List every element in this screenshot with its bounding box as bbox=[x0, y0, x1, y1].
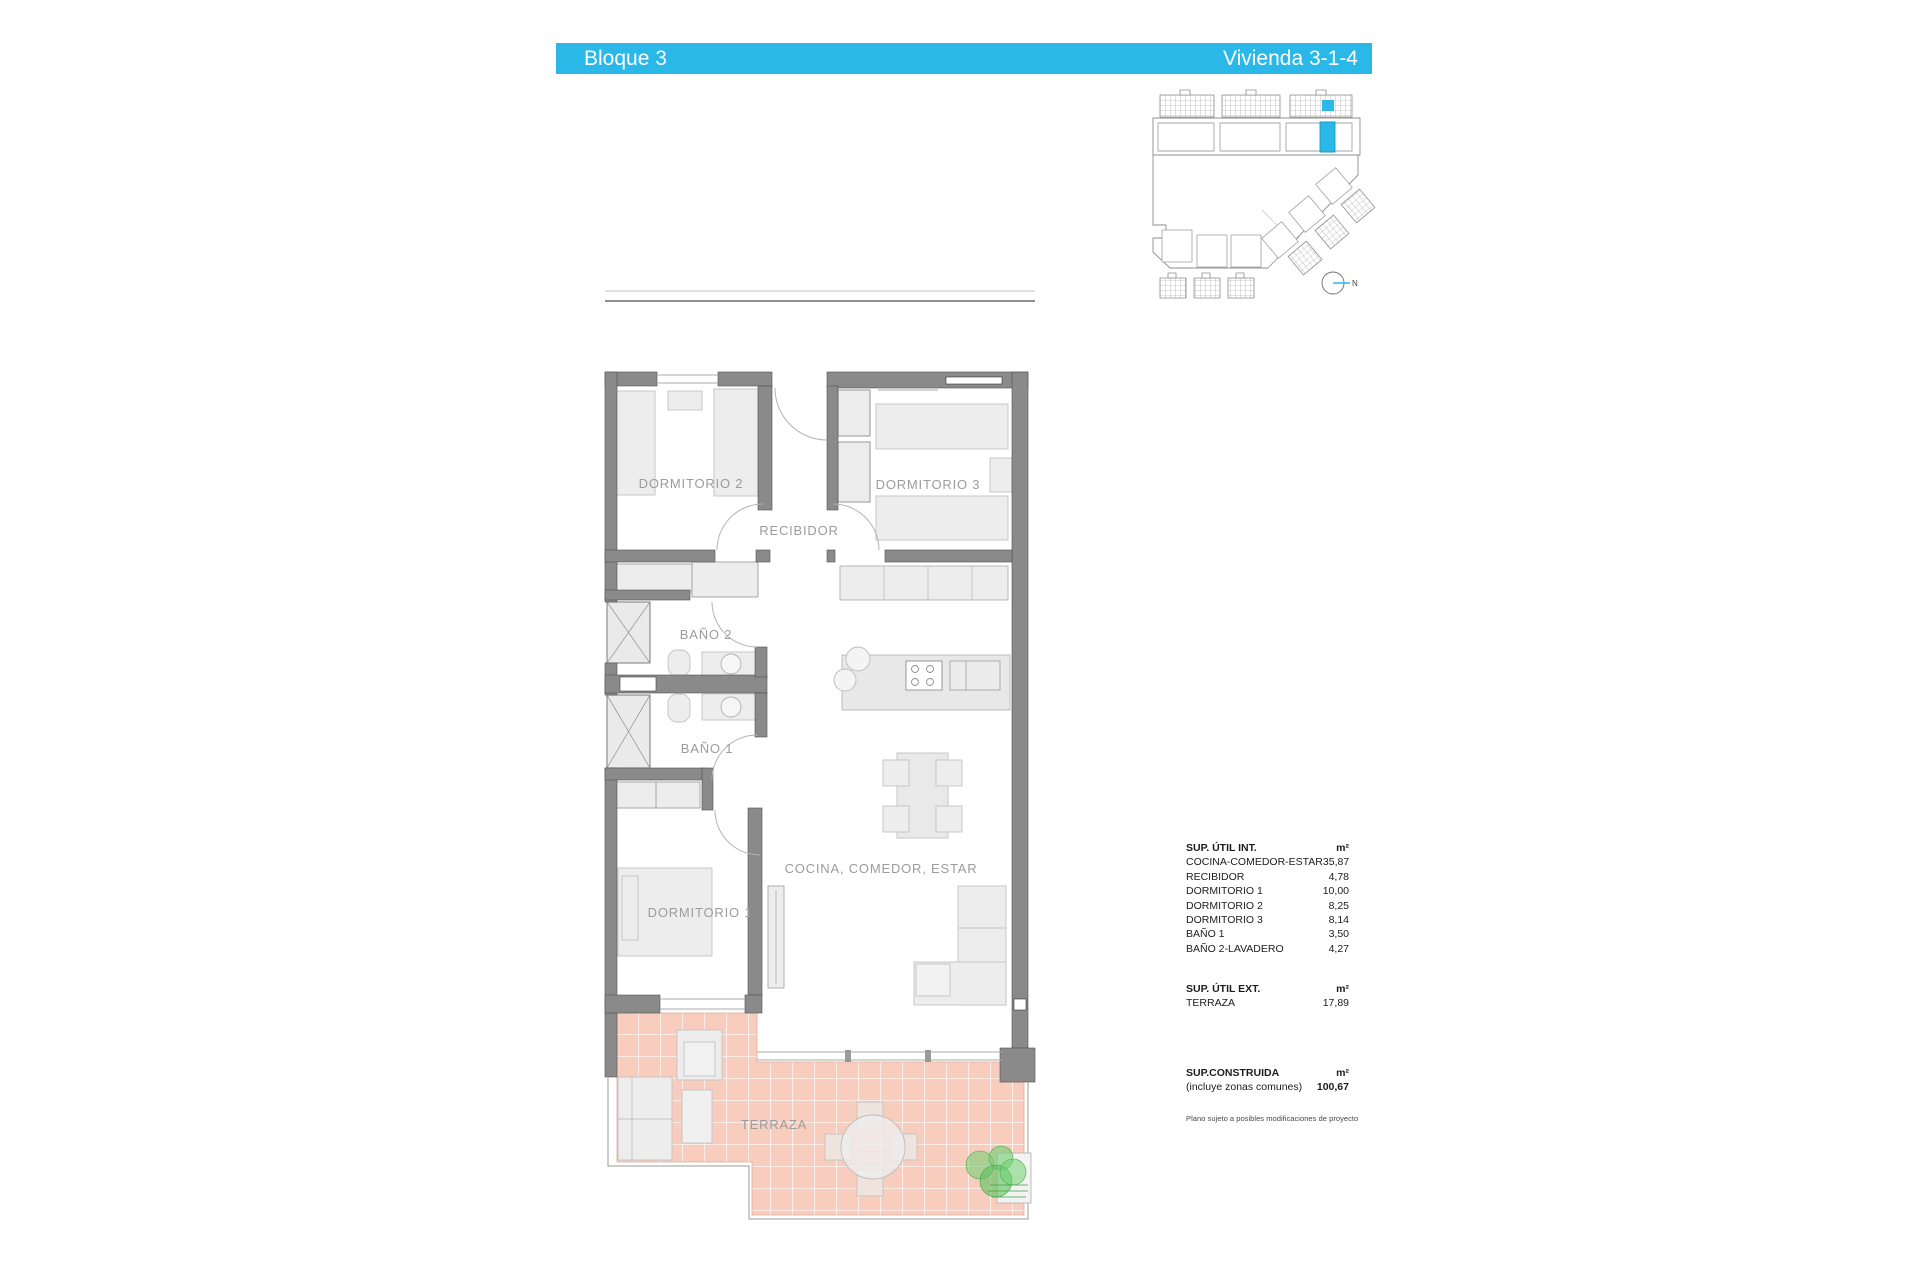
row-label: BAÑO 2-LAVADERO bbox=[1186, 942, 1284, 955]
table-row bbox=[1186, 913, 1349, 927]
room-label-terraza: TERRAZA bbox=[740, 1117, 808, 1132]
interior-title: SUP. ÚTIL INT. bbox=[1186, 842, 1257, 854]
divider-lines bbox=[605, 291, 1035, 301]
room-label-recibidor: RECIBIDOR bbox=[759, 523, 839, 538]
block-title: Bloque 3 bbox=[584, 46, 667, 70]
side-table bbox=[916, 964, 950, 996]
area-table-constructed bbox=[1186, 1066, 1349, 1095]
interior-unit: m² bbox=[1336, 842, 1349, 854]
highlight-unit-roof bbox=[1322, 100, 1334, 111]
row-label: DORMITORIO 3 bbox=[1186, 914, 1263, 927]
table-row bbox=[1186, 884, 1349, 898]
room-label-dormitorio-2: DORMITORIO 2 bbox=[638, 476, 744, 491]
sofa bbox=[914, 886, 1006, 1005]
pillow bbox=[622, 876, 638, 940]
sink bbox=[834, 669, 856, 691]
row-value: 17,89 bbox=[1322, 997, 1349, 1010]
table-row bbox=[1186, 870, 1349, 884]
row-value: 35,87 bbox=[1322, 856, 1350, 869]
wardrobe bbox=[838, 442, 870, 502]
dining-table bbox=[883, 753, 962, 838]
kitchen-cabinets bbox=[840, 566, 1008, 600]
table-row bbox=[1186, 855, 1349, 869]
kitchen-island bbox=[834, 647, 1010, 710]
row-value: 4,78 bbox=[1328, 870, 1349, 883]
toilet bbox=[668, 650, 690, 676]
row-label: DORMITORIO 1 bbox=[1186, 885, 1263, 898]
room-label-bano-2: BAÑO 2 bbox=[679, 627, 733, 642]
table-row bbox=[1186, 927, 1349, 941]
wardrobe bbox=[838, 390, 870, 436]
table-row bbox=[1186, 996, 1349, 1010]
constructed-unit: m² bbox=[1336, 1067, 1349, 1079]
area-table-interior bbox=[1186, 841, 1349, 956]
row-value: 3,50 bbox=[1328, 928, 1349, 941]
row-value: 10,00 bbox=[1322, 885, 1349, 898]
bottom-grid-strips bbox=[1160, 273, 1254, 298]
constructed-value: 100,67 bbox=[1316, 1081, 1349, 1094]
nightstand bbox=[990, 458, 1012, 492]
disclaimer-note: Plano sujeto a posibles modificaciones de proyecto bbox=[1186, 1114, 1359, 1123]
row-label: DORMITORIO 2 bbox=[1186, 899, 1263, 912]
block-band bbox=[1153, 118, 1360, 155]
shaft-window bbox=[620, 677, 656, 691]
houses-row bbox=[1162, 230, 1261, 267]
constructed-title: SUP.CONSTRUIDA bbox=[1186, 1067, 1280, 1079]
row-value: 4,27 bbox=[1328, 942, 1349, 955]
room-label-dormitorio-1: DORMITORIO 1 bbox=[647, 905, 753, 920]
room-label-bano-1: BAÑO 1 bbox=[680, 741, 734, 756]
row-label: TERRAZA bbox=[1186, 997, 1236, 1010]
floor-plan bbox=[605, 372, 1035, 1219]
bed bbox=[876, 496, 1008, 540]
table-row bbox=[1186, 942, 1349, 956]
north-label: N bbox=[1352, 279, 1358, 288]
room-label-dormitorio-3: DORMITORIO 3 bbox=[875, 477, 981, 492]
compass-icon bbox=[1322, 272, 1358, 294]
toilet bbox=[668, 694, 690, 722]
sink bbox=[846, 647, 870, 671]
constructed-subtitle: (incluye zonas comunes) bbox=[1186, 1081, 1303, 1094]
bed bbox=[876, 404, 1008, 449]
area-table-exterior bbox=[1186, 982, 1349, 1011]
row-value: 8,25 bbox=[1328, 899, 1349, 912]
row-label: RECIBIDOR bbox=[1186, 870, 1245, 883]
table-row bbox=[1186, 899, 1349, 913]
closet bbox=[692, 562, 758, 597]
roof-grid-strips bbox=[1160, 90, 1352, 117]
unit-title: Vivienda 3-1-4 bbox=[1222, 46, 1358, 70]
row-value: 8,14 bbox=[1328, 914, 1349, 927]
pillar bbox=[1014, 999, 1026, 1010]
row-label: COCINA-COMEDOR-ESTAR bbox=[1186, 856, 1323, 869]
appliance bbox=[950, 661, 1000, 690]
stove bbox=[906, 661, 942, 690]
key-plan bbox=[1153, 90, 1375, 298]
exterior-unit: m² bbox=[1336, 983, 1349, 995]
washbasin bbox=[721, 697, 741, 717]
nightstand bbox=[668, 391, 702, 410]
exterior-title: SUP. ÚTIL EXT. bbox=[1186, 983, 1261, 995]
row-label: BAÑO 1 bbox=[1186, 928, 1225, 941]
washbasin bbox=[721, 654, 741, 674]
highlight-unit bbox=[1320, 122, 1335, 152]
wardrobe bbox=[612, 564, 692, 592]
window-slot bbox=[946, 377, 1002, 384]
room-label-cocina: COCINA, COMEDOR, ESTAR bbox=[784, 861, 978, 876]
